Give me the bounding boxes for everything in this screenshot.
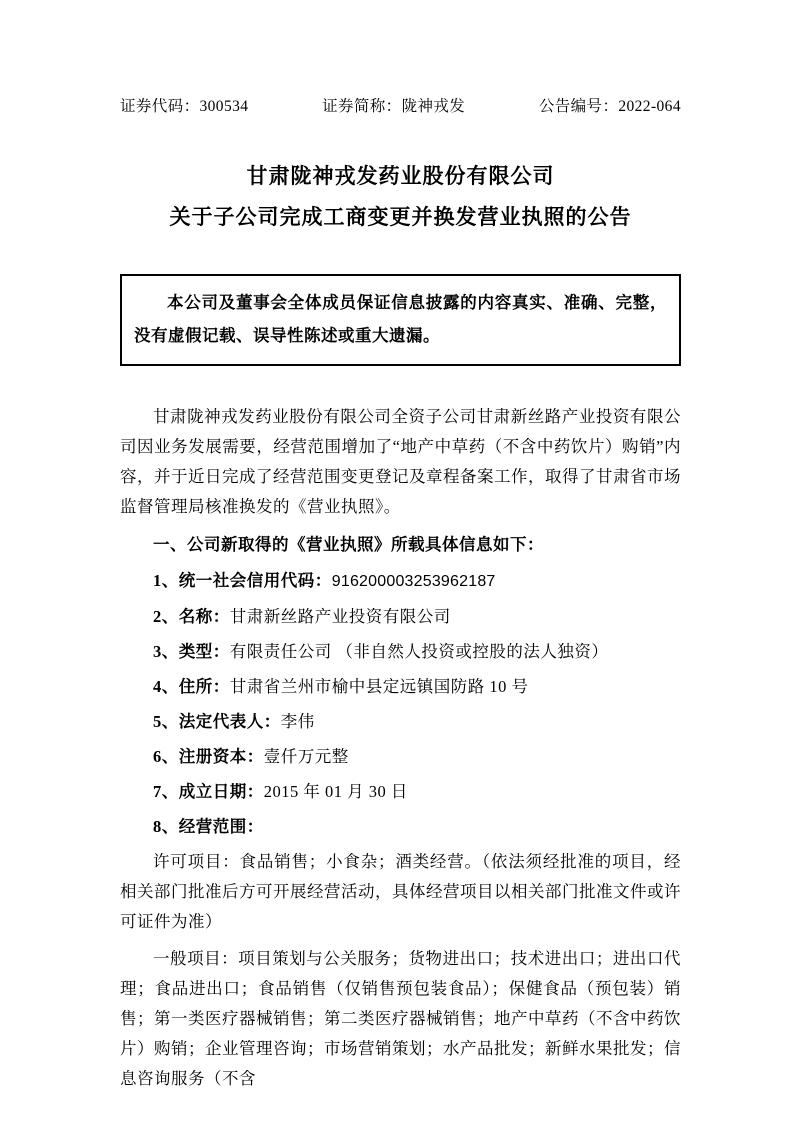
info-item-legal-representative: [120, 707, 681, 737]
info-item-type: [120, 637, 681, 667]
intro-paragraph: 甘肃陇神戎发药业股份有限公司全资子公司甘肃新丝路产业投资有限公司因业务发展需要，经营范围增加了“地产中草药（不含中药饮片）购销”内容，并于近日完成了经营范围变更登记及章程备案工作，取得了甘肃省市场监督管理局核准换发的《营业执照》。: [120, 407, 681, 516]
document-title: [120, 156, 681, 238]
stock-abbreviation: 证券简称：陇神戎发: [322, 98, 466, 115]
info-item-label: 1、统一社会信用代码：: [153, 571, 332, 590]
info-item-address: [120, 672, 681, 702]
info-item-label: 2、名称：: [153, 607, 230, 626]
info-item-value: 李伟: [280, 712, 315, 731]
section1-heading: 一、公司新取得的《营业执照》所载具体信息如下：: [153, 535, 544, 554]
title-line-2: 关于子公司完成工商变更并换发营业执照的公告: [169, 205, 632, 229]
info-item-value: 甘肃新丝路产业投资有限公司: [229, 607, 451, 626]
info-item-name: [120, 602, 681, 632]
info-item-establish-date: [120, 777, 681, 807]
scope-general-paragraph: 一般项目：项目策划与公关服务；货物进出口；技术进出口；进出口代理；食品进出口；食品销售（仅销售预包装食品）；保健食品（预包装）销售；第一类医疗器械销售；第二类医疗器械销售；地产中草药（不含中药饮片）购销；企业管理咨询；市场营销策划；水产品批发；新鲜水果批发；信息咨询服务（不含: [120, 949, 681, 1088]
stock-code: 证券代码：300534: [120, 98, 249, 115]
info-item-label: 8、经营范围：: [153, 817, 264, 836]
info-item-label: 4、住所：: [153, 677, 230, 696]
info-item-value: 甘肃省兰州市榆中县定远镇国防路 10 号: [229, 677, 529, 696]
info-item-credit-code: [120, 566, 681, 597]
info-item-label: 5、法定代表人：: [153, 712, 281, 731]
scope-licensed-paragraph: 许可项目：食品销售；小食杂；酒类经营。（依法须经批准的项目，经相关部门批准后方可开展经营活动，具体经营项目以相关部门批准文件或许可证件为准）: [120, 852, 681, 931]
info-item-label: 3、类型：: [153, 642, 230, 661]
document-header: [120, 94, 681, 116]
info-item-business-scope: [120, 812, 681, 842]
info-item-registered-capital: [120, 742, 681, 772]
announcement-number: 公告编号：2022-064: [538, 98, 681, 115]
info-item-value: 916200003253962187: [331, 573, 496, 590]
title-line-1: 甘肃陇神戎发药业股份有限公司: [246, 164, 555, 188]
info-item-value: 2015 年 01 月 30 日: [263, 782, 408, 801]
disclaimer-box: [120, 274, 681, 366]
info-item-value: 有限责任公司 （非自然人投资或控股的法人独资）: [229, 642, 609, 661]
info-item-label: 7、成立日期：: [153, 782, 264, 801]
disclaimer-text: 本公司及董事会全体成员保证信息披露的内容真实、准确、完整，没有虚假记载、误导性陈述或重大遗漏。: [134, 293, 667, 345]
info-item-label: 6、注册资本：: [153, 747, 264, 766]
info-item-value: 壹仟万元整: [263, 747, 349, 766]
